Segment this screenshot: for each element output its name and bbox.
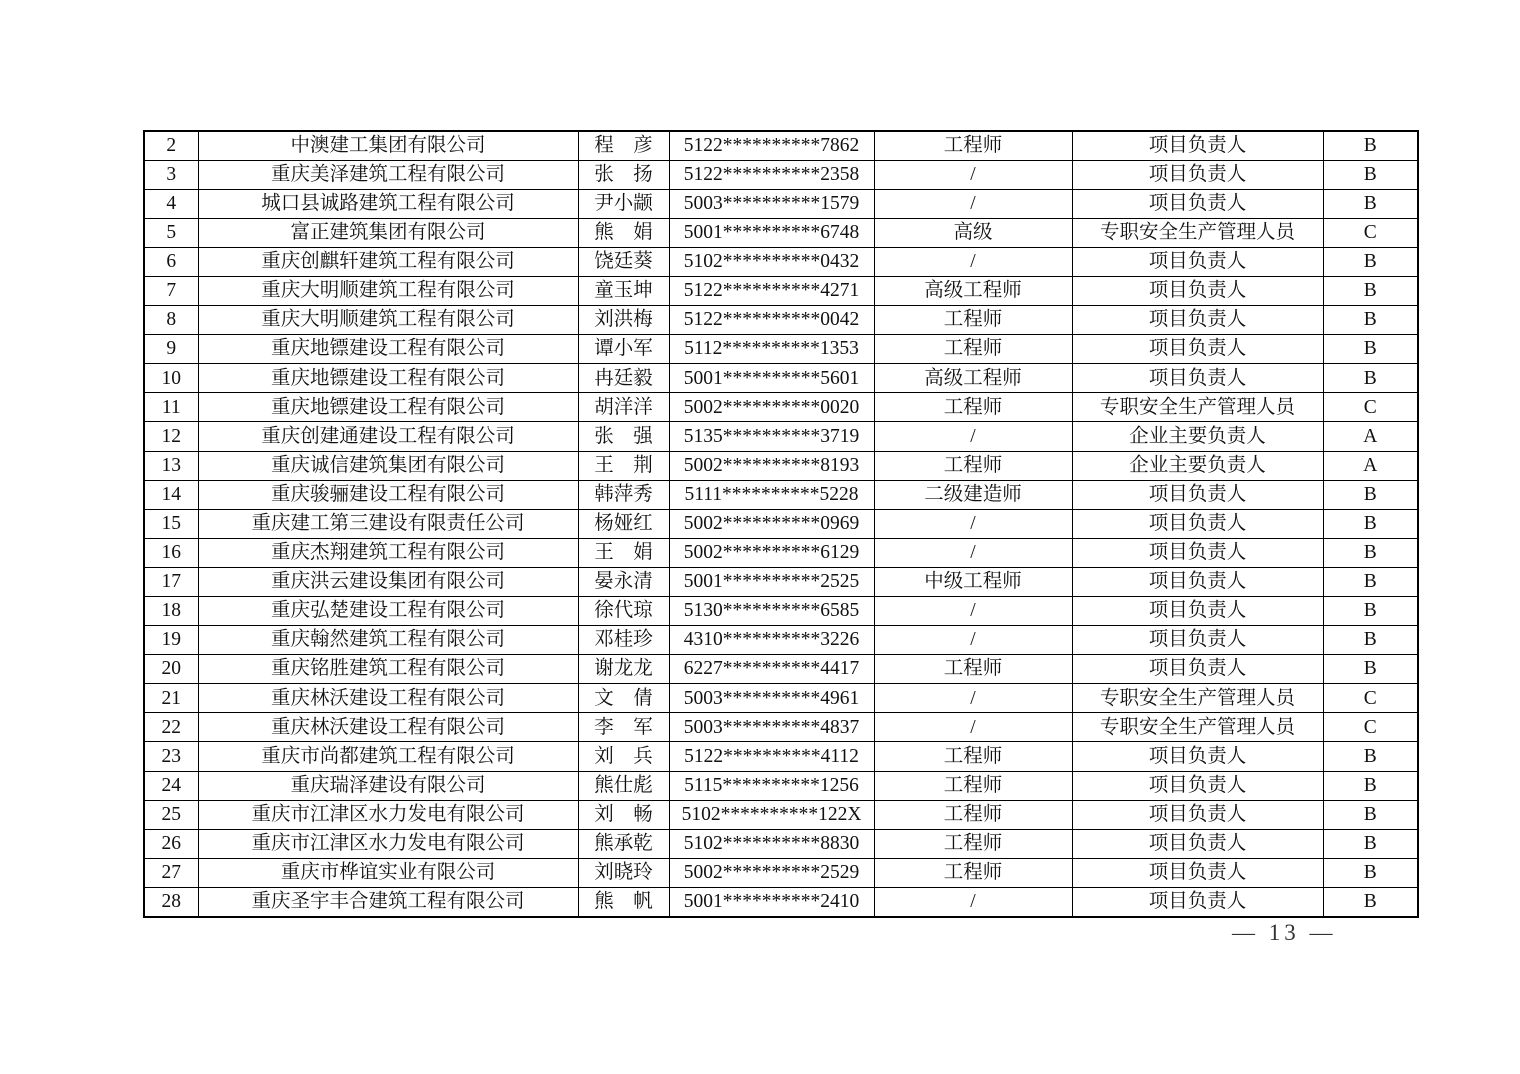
grade-cell: B bbox=[1323, 858, 1418, 887]
id_number-cell: 5102**********8830 bbox=[669, 829, 874, 858]
serial-cell: 27 bbox=[144, 858, 198, 887]
name-cell: 刘晓玲 bbox=[578, 858, 669, 887]
grade-cell: B bbox=[1323, 597, 1418, 626]
serial-cell: 8 bbox=[144, 306, 198, 335]
grade-cell: C bbox=[1323, 218, 1418, 247]
role-cell: 项目负责人 bbox=[1072, 887, 1323, 916]
title-cell: / bbox=[874, 189, 1072, 218]
table-row bbox=[144, 247, 1418, 276]
table-row bbox=[144, 480, 1418, 509]
table-row bbox=[144, 829, 1418, 858]
name-cell: 张 扬 bbox=[578, 160, 669, 189]
name-cell: 张 强 bbox=[578, 422, 669, 451]
role-cell: 项目负责人 bbox=[1072, 189, 1323, 218]
company-cell: 重庆市江津区水力发电有限公司 bbox=[198, 800, 578, 829]
serial-cell: 6 bbox=[144, 247, 198, 276]
roster-table-body bbox=[144, 131, 1418, 917]
table-row bbox=[144, 742, 1418, 771]
id_number-cell: 5002**********8193 bbox=[669, 451, 874, 480]
grade-cell: B bbox=[1323, 887, 1418, 916]
company-cell: 中澳建工集团有限公司 bbox=[198, 131, 578, 160]
name-cell: 杨娅红 bbox=[578, 509, 669, 538]
serial-cell: 5 bbox=[144, 218, 198, 247]
serial-cell: 26 bbox=[144, 829, 198, 858]
role-cell: 项目负责人 bbox=[1072, 276, 1323, 305]
id_number-cell: 6227**********4417 bbox=[669, 655, 874, 684]
title-cell: / bbox=[874, 684, 1072, 713]
role-cell: 企业主要负责人 bbox=[1072, 422, 1323, 451]
name-cell: 谢龙龙 bbox=[578, 655, 669, 684]
role-cell: 项目负责人 bbox=[1072, 480, 1323, 509]
title-cell: 工程师 bbox=[874, 742, 1072, 771]
title-cell: 高级 bbox=[874, 218, 1072, 247]
id_number-cell: 5102**********0432 bbox=[669, 247, 874, 276]
id_number-cell: 5122**********2358 bbox=[669, 160, 874, 189]
name-cell: 王 荆 bbox=[578, 451, 669, 480]
title-cell: 工程师 bbox=[874, 451, 1072, 480]
name-cell: 徐代琼 bbox=[578, 597, 669, 626]
title-cell: / bbox=[874, 597, 1072, 626]
name-cell: 邓桂珍 bbox=[578, 626, 669, 655]
grade-cell: B bbox=[1323, 335, 1418, 364]
company-cell: 城口县诚路建筑工程有限公司 bbox=[198, 189, 578, 218]
name-cell: 熊仕彪 bbox=[578, 771, 669, 800]
serial-cell: 11 bbox=[144, 393, 198, 422]
company-cell: 重庆美泽建筑工程有限公司 bbox=[198, 160, 578, 189]
serial-cell: 21 bbox=[144, 684, 198, 713]
table-row bbox=[144, 858, 1418, 887]
title-cell: 工程师 bbox=[874, 335, 1072, 364]
table-row bbox=[144, 131, 1418, 160]
role-cell: 项目负责人 bbox=[1072, 771, 1323, 800]
title-cell: / bbox=[874, 713, 1072, 742]
grade-cell: B bbox=[1323, 131, 1418, 160]
title-cell: 工程师 bbox=[874, 771, 1072, 800]
grade-cell: B bbox=[1323, 160, 1418, 189]
title-cell: / bbox=[874, 626, 1072, 655]
id_number-cell: 5002**********6129 bbox=[669, 538, 874, 567]
id_number-cell: 5001**********6748 bbox=[669, 218, 874, 247]
company-cell: 重庆圣宇丰合建筑工程有限公司 bbox=[198, 887, 578, 916]
serial-cell: 7 bbox=[144, 276, 198, 305]
company-cell: 重庆骏骊建设工程有限公司 bbox=[198, 480, 578, 509]
id_number-cell: 5003**********4837 bbox=[669, 713, 874, 742]
id_number-cell: 5135**********3719 bbox=[669, 422, 874, 451]
title-cell: 工程师 bbox=[874, 393, 1072, 422]
title-cell: 工程师 bbox=[874, 131, 1072, 160]
title-cell: 工程师 bbox=[874, 306, 1072, 335]
name-cell: 熊 娟 bbox=[578, 218, 669, 247]
table-row bbox=[144, 335, 1418, 364]
company-cell: 重庆林沃建设工程有限公司 bbox=[198, 684, 578, 713]
serial-cell: 20 bbox=[144, 655, 198, 684]
id_number-cell: 5122**********4271 bbox=[669, 276, 874, 305]
grade-cell: B bbox=[1323, 509, 1418, 538]
title-cell: 高级工程师 bbox=[874, 364, 1072, 393]
company-cell: 重庆大明顺建筑工程有限公司 bbox=[198, 306, 578, 335]
grade-cell: B bbox=[1323, 189, 1418, 218]
name-cell: 韩萍秀 bbox=[578, 480, 669, 509]
title-cell: 高级工程师 bbox=[874, 276, 1072, 305]
table-row bbox=[144, 276, 1418, 305]
company-cell: 重庆大明顺建筑工程有限公司 bbox=[198, 276, 578, 305]
grade-cell: C bbox=[1323, 393, 1418, 422]
role-cell: 项目负责人 bbox=[1072, 131, 1323, 160]
grade-cell: B bbox=[1323, 771, 1418, 800]
name-cell: 晏永清 bbox=[578, 567, 669, 596]
id_number-cell: 5122**********0042 bbox=[669, 306, 874, 335]
serial-cell: 13 bbox=[144, 451, 198, 480]
company-cell: 重庆洪云建设集团有限公司 bbox=[198, 567, 578, 596]
company-cell: 重庆林沃建设工程有限公司 bbox=[198, 713, 578, 742]
grade-cell: B bbox=[1323, 655, 1418, 684]
name-cell: 胡洋洋 bbox=[578, 393, 669, 422]
grade-cell: C bbox=[1323, 713, 1418, 742]
title-cell: / bbox=[874, 422, 1072, 451]
company-cell: 重庆瑞泽建设有限公司 bbox=[198, 771, 578, 800]
name-cell: 李 军 bbox=[578, 713, 669, 742]
company-cell: 重庆市江津区水力发电有限公司 bbox=[198, 829, 578, 858]
id_number-cell: 5002**********0020 bbox=[669, 393, 874, 422]
table-row bbox=[144, 771, 1418, 800]
company-cell: 重庆市桦谊实业有限公司 bbox=[198, 858, 578, 887]
table-row bbox=[144, 509, 1418, 538]
grade-cell: B bbox=[1323, 800, 1418, 829]
role-cell: 项目负责人 bbox=[1072, 742, 1323, 771]
table-row bbox=[144, 887, 1418, 916]
serial-cell: 3 bbox=[144, 160, 198, 189]
grade-cell: B bbox=[1323, 364, 1418, 393]
company-cell: 重庆弘楚建设工程有限公司 bbox=[198, 597, 578, 626]
grade-cell: B bbox=[1323, 276, 1418, 305]
page-number: — 13 — bbox=[1232, 920, 1337, 945]
id_number-cell: 5001**********2410 bbox=[669, 887, 874, 916]
role-cell: 项目负责人 bbox=[1072, 364, 1323, 393]
role-cell: 项目负责人 bbox=[1072, 567, 1323, 596]
grade-cell: B bbox=[1323, 567, 1418, 596]
serial-cell: 16 bbox=[144, 538, 198, 567]
role-cell: 项目负责人 bbox=[1072, 538, 1323, 567]
title-cell: / bbox=[874, 887, 1072, 916]
name-cell: 尹小颛 bbox=[578, 189, 669, 218]
role-cell: 企业主要负责人 bbox=[1072, 451, 1323, 480]
table-row bbox=[144, 713, 1418, 742]
table-row bbox=[144, 567, 1418, 596]
name-cell: 王 娟 bbox=[578, 538, 669, 567]
company-cell: 重庆诚信建筑集团有限公司 bbox=[198, 451, 578, 480]
role-cell: 专职安全生产管理人员 bbox=[1072, 218, 1323, 247]
role-cell: 项目负责人 bbox=[1072, 626, 1323, 655]
serial-cell: 23 bbox=[144, 742, 198, 771]
serial-cell: 24 bbox=[144, 771, 198, 800]
role-cell: 项目负责人 bbox=[1072, 247, 1323, 276]
table-row bbox=[144, 218, 1418, 247]
table-row bbox=[144, 538, 1418, 567]
company-cell: 重庆市尚都建筑工程有限公司 bbox=[198, 742, 578, 771]
id_number-cell: 5001**********2525 bbox=[669, 567, 874, 596]
grade-cell: B bbox=[1323, 480, 1418, 509]
name-cell: 谭小军 bbox=[578, 335, 669, 364]
company-cell: 重庆建工第三建设有限责任公司 bbox=[198, 509, 578, 538]
grade-cell: A bbox=[1323, 422, 1418, 451]
name-cell: 刘 畅 bbox=[578, 800, 669, 829]
serial-cell: 2 bbox=[144, 131, 198, 160]
title-cell: / bbox=[874, 160, 1072, 189]
role-cell: 项目负责人 bbox=[1072, 509, 1323, 538]
id_number-cell: 5002**********2529 bbox=[669, 858, 874, 887]
role-cell: 专职安全生产管理人员 bbox=[1072, 713, 1323, 742]
name-cell: 饶廷葵 bbox=[578, 247, 669, 276]
table-row bbox=[144, 684, 1418, 713]
table-row bbox=[144, 451, 1418, 480]
id_number-cell: 5115**********1256 bbox=[669, 771, 874, 800]
grade-cell: B bbox=[1323, 626, 1418, 655]
company-cell: 富正建筑集团有限公司 bbox=[198, 218, 578, 247]
title-cell: 工程师 bbox=[874, 858, 1072, 887]
id_number-cell: 5003**********4961 bbox=[669, 684, 874, 713]
table-row bbox=[144, 422, 1418, 451]
title-cell: / bbox=[874, 509, 1072, 538]
table-row bbox=[144, 800, 1418, 829]
grade-cell: B bbox=[1323, 742, 1418, 771]
grade-cell: B bbox=[1323, 538, 1418, 567]
role-cell: 项目负责人 bbox=[1072, 335, 1323, 364]
id_number-cell: 5111**********5228 bbox=[669, 480, 874, 509]
serial-cell: 17 bbox=[144, 567, 198, 596]
table-row bbox=[144, 364, 1418, 393]
title-cell: 工程师 bbox=[874, 800, 1072, 829]
name-cell: 冉廷毅 bbox=[578, 364, 669, 393]
role-cell: 项目负责人 bbox=[1072, 160, 1323, 189]
company-cell: 重庆创建通建设工程有限公司 bbox=[198, 422, 578, 451]
company-cell: 重庆地镖建设工程有限公司 bbox=[198, 335, 578, 364]
serial-cell: 22 bbox=[144, 713, 198, 742]
id_number-cell: 5102**********122X bbox=[669, 800, 874, 829]
name-cell: 童玉坤 bbox=[578, 276, 669, 305]
serial-cell: 4 bbox=[144, 189, 198, 218]
company-cell: 重庆铭胜建筑工程有限公司 bbox=[198, 655, 578, 684]
table-row bbox=[144, 597, 1418, 626]
table-row bbox=[144, 189, 1418, 218]
grade-cell: B bbox=[1323, 829, 1418, 858]
company-cell: 重庆杰翔建筑工程有限公司 bbox=[198, 538, 578, 567]
name-cell: 程 彦 bbox=[578, 131, 669, 160]
table-row bbox=[144, 160, 1418, 189]
serial-cell: 18 bbox=[144, 597, 198, 626]
id_number-cell: 5122**********4112 bbox=[669, 742, 874, 771]
serial-cell: 14 bbox=[144, 480, 198, 509]
name-cell: 文 倩 bbox=[578, 684, 669, 713]
serial-cell: 9 bbox=[144, 335, 198, 364]
company-cell: 重庆翰然建筑工程有限公司 bbox=[198, 626, 578, 655]
grade-cell: B bbox=[1323, 306, 1418, 335]
role-cell: 项目负责人 bbox=[1072, 800, 1323, 829]
role-cell: 专职安全生产管理人员 bbox=[1072, 684, 1323, 713]
serial-cell: 28 bbox=[144, 887, 198, 916]
grade-cell: B bbox=[1323, 247, 1418, 276]
grade-cell: C bbox=[1323, 684, 1418, 713]
table-row bbox=[144, 655, 1418, 684]
id_number-cell: 4310**********3226 bbox=[669, 626, 874, 655]
serial-cell: 19 bbox=[144, 626, 198, 655]
title-cell: 二级建造师 bbox=[874, 480, 1072, 509]
table-row bbox=[144, 393, 1418, 422]
id_number-cell: 5112**********1353 bbox=[669, 335, 874, 364]
title-cell: 工程师 bbox=[874, 655, 1072, 684]
company-cell: 重庆地镖建设工程有限公司 bbox=[198, 393, 578, 422]
serial-cell: 25 bbox=[144, 800, 198, 829]
id_number-cell: 5002**********0969 bbox=[669, 509, 874, 538]
table-row bbox=[144, 626, 1418, 655]
serial-cell: 12 bbox=[144, 422, 198, 451]
role-cell: 项目负责人 bbox=[1072, 306, 1323, 335]
title-cell: 中级工程师 bbox=[874, 567, 1072, 596]
company-cell: 重庆地镖建设工程有限公司 bbox=[198, 364, 578, 393]
serial-cell: 10 bbox=[144, 364, 198, 393]
serial-cell: 15 bbox=[144, 509, 198, 538]
name-cell: 刘 兵 bbox=[578, 742, 669, 771]
id_number-cell: 5122**********7862 bbox=[669, 131, 874, 160]
role-cell: 项目负责人 bbox=[1072, 858, 1323, 887]
role-cell: 专职安全生产管理人员 bbox=[1072, 393, 1323, 422]
name-cell: 熊承乾 bbox=[578, 829, 669, 858]
name-cell: 熊 帆 bbox=[578, 887, 669, 916]
name-cell: 刘洪梅 bbox=[578, 306, 669, 335]
table-row bbox=[144, 306, 1418, 335]
role-cell: 项目负责人 bbox=[1072, 597, 1323, 626]
id_number-cell: 5001**********5601 bbox=[669, 364, 874, 393]
title-cell: / bbox=[874, 538, 1072, 567]
title-cell: 工程师 bbox=[874, 829, 1072, 858]
certified-personnel-table bbox=[143, 130, 1419, 918]
grade-cell: A bbox=[1323, 451, 1418, 480]
id_number-cell: 5130**********6585 bbox=[669, 597, 874, 626]
id_number-cell: 5003**********1579 bbox=[669, 189, 874, 218]
role-cell: 项目负责人 bbox=[1072, 655, 1323, 684]
company-cell: 重庆创麒轩建筑工程有限公司 bbox=[198, 247, 578, 276]
title-cell: / bbox=[874, 247, 1072, 276]
role-cell: 项目负责人 bbox=[1072, 829, 1323, 858]
